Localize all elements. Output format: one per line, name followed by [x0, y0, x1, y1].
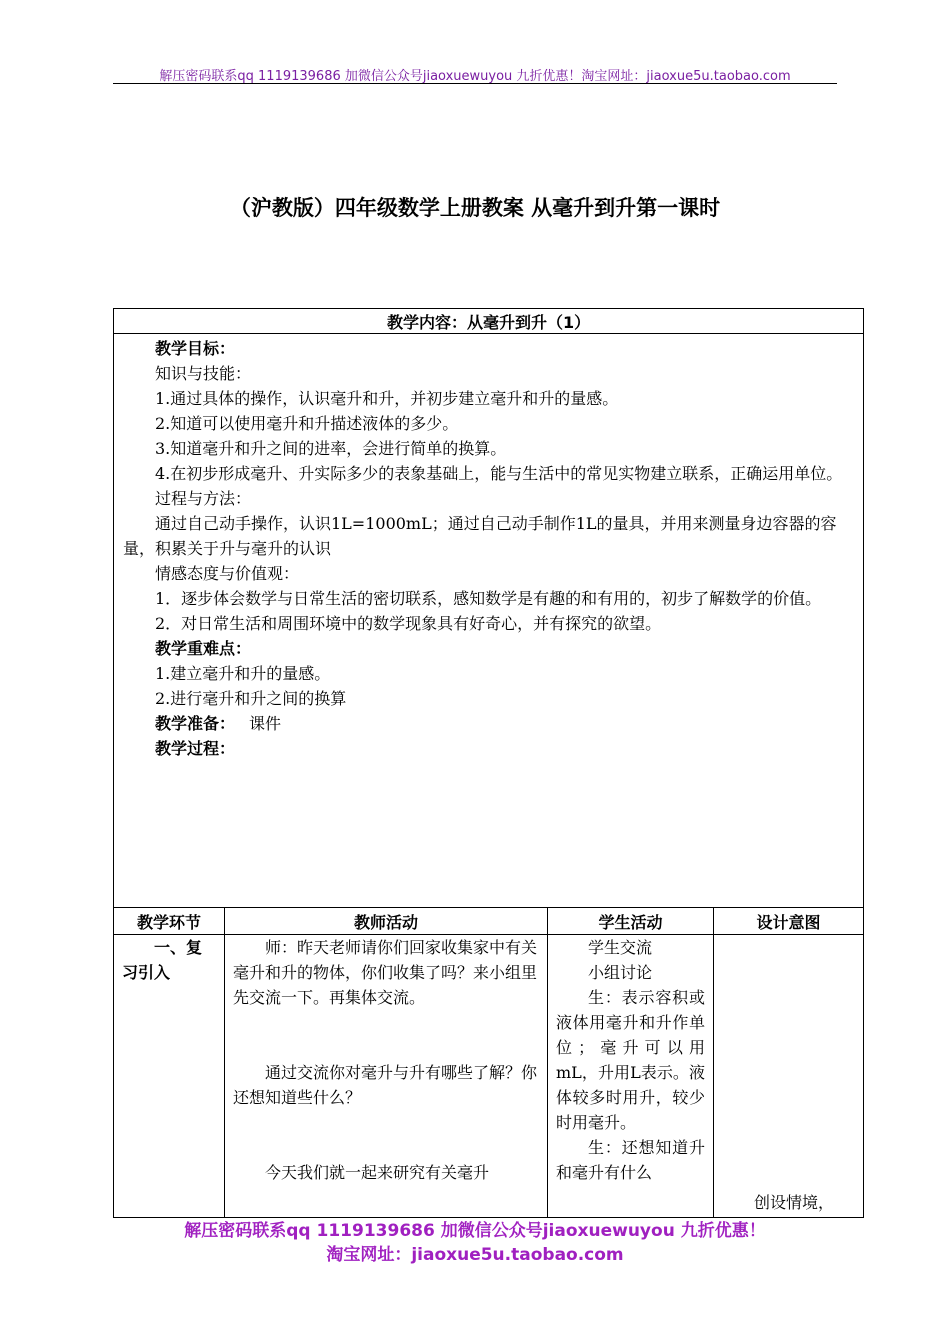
stage-cell — [114, 935, 225, 1218]
key-points-heading: 教学重难点： — [155, 639, 252, 658]
process-heading: 过程与方法： — [155, 489, 252, 508]
footer-line-2: 淘宝网址：jiaoxue5u.taobao.com — [326, 1245, 624, 1265]
teacher-activity-cell — [225, 935, 548, 1218]
procedure-heading: 教学过程： — [155, 739, 236, 758]
column-header-row — [114, 908, 864, 935]
design-intent-cell: 创设情境， — [714, 935, 864, 1218]
attitude-item: 2．对日常生活和周围环境中的数学现象具有好奇心，并有探究的欲望。 — [155, 614, 662, 633]
column-header-stage: 教学环节 — [114, 908, 225, 935]
knowledge-item: 1.通过具体的操作，认识毫升和升，并初步建立毫升和升的量感。 — [155, 389, 619, 408]
key-point-item: 1.建立毫升和升的量感。 — [155, 664, 331, 683]
key-point-item: 2.进行毫升和升之间的换算 — [155, 689, 347, 708]
process-text: 通过自己动手操作，认识1L=1000mL；通过自己动手制作1L的量具，并用来测量身边容器的容量，积累关于升与毫升的认识 — [123, 514, 837, 558]
content-title: 教学内容：从毫升到升（1） — [114, 309, 864, 334]
header-promo-text: 解压密码联系qq 1119139686 加微信公众号jiaoxuewuyou 九折优惠！淘宝网址：jiaoxue5u.taobao.com — [159, 69, 791, 84]
prep-line — [123, 711, 855, 736]
objectives-row — [114, 334, 864, 908]
header-divider — [113, 83, 837, 84]
objectives-cell — [114, 334, 864, 908]
teacher-paragraph: 师：昨天老师请你们回家收集家中有关毫升和升的物体，你们收集了吗？来小组里先交流一下。再集体交流。 — [233, 938, 538, 1007]
document-title: （沪教版）四年级数学上册教案 从毫升到升第一课时 — [229, 196, 721, 220]
footer-promo — [0, 1219, 950, 1267]
content-title-row — [114, 309, 864, 334]
student-paragraph: 小组讨论 — [588, 963, 653, 982]
stage-label: 一、复习引入 — [122, 938, 203, 982]
knowledge-item: 3.知道毫升和升之间的进率，会进行简单的换算。 — [155, 439, 507, 458]
student-paragraph: 生：表示容积或液体用毫升和升作单位；毫升可以用mL，升用L表示。液体较多时用升，较少时用毫升。 — [556, 988, 705, 1132]
teacher-paragraph: 今天我们就一起来研究有关毫升 — [265, 1163, 490, 1182]
knowledge-item: 4.在初步形成毫升、升实际多少的表象基础上，能与生活中的常见实物建立联系，正确运用单位。 — [155, 464, 843, 483]
attitude-heading: 情感态度与价值观： — [155, 564, 300, 583]
knowledge-item: 2.知道可以使用毫升和升描述液体的多少。 — [155, 414, 459, 433]
footer-line-1: 解压密码联系qq 1119139686 加微信公众号jiaoxuewuyou 九折优惠！ — [184, 1221, 766, 1241]
prep-value: 课件 — [249, 714, 282, 733]
student-activity-cell — [548, 935, 714, 1218]
student-paragraph: 生：还想知道升和毫升有什么 — [556, 1138, 705, 1182]
knowledge-heading: 知识与技能： — [155, 364, 252, 383]
attitude-item: 1．逐步体会数学与日常生活的密切联系，感知数学是有趣的和有用的，初步了解数学的价值。 — [155, 589, 822, 608]
objectives-heading: 教学目标： — [155, 339, 236, 358]
lesson-plan-table — [113, 308, 864, 1218]
column-header-teacher: 教师活动 — [225, 908, 548, 935]
prep-heading: 教学准备： — [155, 714, 236, 733]
column-header-design: 设计意图 — [714, 908, 864, 935]
teacher-paragraph: 通过交流你对毫升与升有哪些了解？你还想知道些什么？ — [233, 1063, 538, 1107]
column-header-student: 学生活动 — [548, 908, 714, 935]
student-paragraph: 学生交流 — [588, 938, 653, 957]
table-row — [114, 935, 864, 1218]
